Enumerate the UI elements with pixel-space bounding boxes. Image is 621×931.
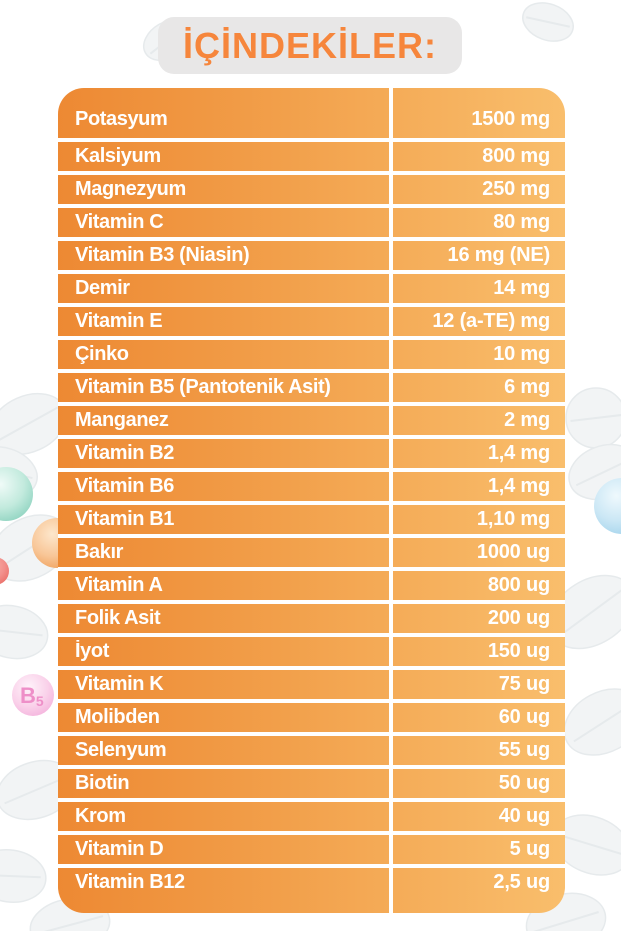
table-row xyxy=(58,237,565,270)
table-row xyxy=(58,204,565,237)
row-amount: 55 ug xyxy=(498,739,550,761)
contents-table-rows xyxy=(58,88,565,913)
row-amount: 80 mg xyxy=(493,211,550,233)
row-name: Vitamin E xyxy=(75,310,163,332)
row-name: Çinko xyxy=(75,343,129,365)
pill-icon xyxy=(0,845,49,907)
row-name: Krom xyxy=(75,805,126,827)
table-row xyxy=(58,138,565,171)
row-amount: 800 mg xyxy=(482,145,550,167)
table-row xyxy=(58,600,565,633)
table-row xyxy=(58,369,565,402)
row-amount: 1,10 mg xyxy=(476,508,550,530)
table-row xyxy=(58,798,565,831)
row-amount: 200 ug xyxy=(487,607,550,629)
table-row xyxy=(58,633,565,666)
row-amount: 16 mg (NE) xyxy=(447,244,550,266)
row-name: Vitamin B3 (Niasin) xyxy=(75,244,250,266)
row-amount: 60 ug xyxy=(498,706,550,728)
row-amount: 1,4 mg xyxy=(487,442,550,464)
row-name: Folik Asit xyxy=(75,607,161,629)
row-name: Kalsiyum xyxy=(75,145,161,167)
row-name: Biotin xyxy=(75,772,130,794)
pill-icon xyxy=(566,388,621,448)
table-row xyxy=(58,699,565,732)
table-row xyxy=(58,501,565,534)
table-row xyxy=(58,534,565,567)
row-name: Demir xyxy=(75,277,130,299)
row-name: Manganez xyxy=(75,409,169,431)
table-row xyxy=(58,88,565,138)
table-row xyxy=(58,303,565,336)
row-amount: 6 mg xyxy=(504,376,550,398)
row-name: Vitamin D xyxy=(75,838,164,860)
page-title: İÇİNDEKİLER: xyxy=(183,24,437,66)
pill-icon xyxy=(0,599,53,665)
row-amount: 14 mg xyxy=(493,277,550,299)
row-name: Vitamin B2 xyxy=(75,442,174,464)
row-name: Vitamin A xyxy=(75,574,163,596)
row-name: Magnezyum xyxy=(75,178,186,200)
row-amount: 2,5 ug xyxy=(493,871,550,893)
row-amount: 1500 mg xyxy=(471,107,550,130)
row-name: Vitamin B1 xyxy=(75,508,174,530)
row-amount: 5 ug xyxy=(509,838,550,860)
table-row xyxy=(58,765,565,798)
b5-ball-label: B5 xyxy=(20,683,44,709)
table-row xyxy=(58,864,565,913)
table-row xyxy=(58,435,565,468)
row-amount: 1,4 mg xyxy=(487,475,550,497)
row-amount: 12 (a-TE) mg xyxy=(432,310,550,332)
row-name: Molibden xyxy=(75,706,160,728)
row-amount: 75 ug xyxy=(498,673,550,695)
column-divider xyxy=(389,88,393,913)
table-row xyxy=(58,402,565,435)
row-amount: 1000 ug xyxy=(476,541,550,563)
row-amount: 10 mg xyxy=(493,343,550,365)
row-name: Potasyum xyxy=(75,107,168,130)
table-row xyxy=(58,468,565,501)
table-row xyxy=(58,336,565,369)
row-name: Vitamin B6 xyxy=(75,475,174,497)
row-name: Vitamin C xyxy=(75,211,164,233)
table-row xyxy=(58,831,565,864)
row-name: Vitamin B12 xyxy=(75,871,185,893)
row-amount: 150 ug xyxy=(487,640,550,662)
row-name: Bakır xyxy=(75,541,124,563)
header-badge xyxy=(158,17,462,74)
table-row xyxy=(58,732,565,765)
row-name: Vitamin K xyxy=(75,673,164,695)
contents-table xyxy=(58,88,565,913)
row-amount: 40 ug xyxy=(498,805,550,827)
table-row xyxy=(58,567,565,600)
row-name: Selenyum xyxy=(75,739,167,761)
row-name: Vitamin B5 (Pantotenik Asit) xyxy=(75,376,331,398)
row-amount: 800 ug xyxy=(487,574,550,596)
row-amount: 2 mg xyxy=(504,409,550,431)
row-name: İyot xyxy=(75,640,109,662)
row-amount: 250 mg xyxy=(482,178,550,200)
table-row xyxy=(58,666,565,699)
row-amount: 50 ug xyxy=(498,772,550,794)
table-row xyxy=(58,171,565,204)
pill-icon xyxy=(517,0,578,48)
table-row xyxy=(58,270,565,303)
